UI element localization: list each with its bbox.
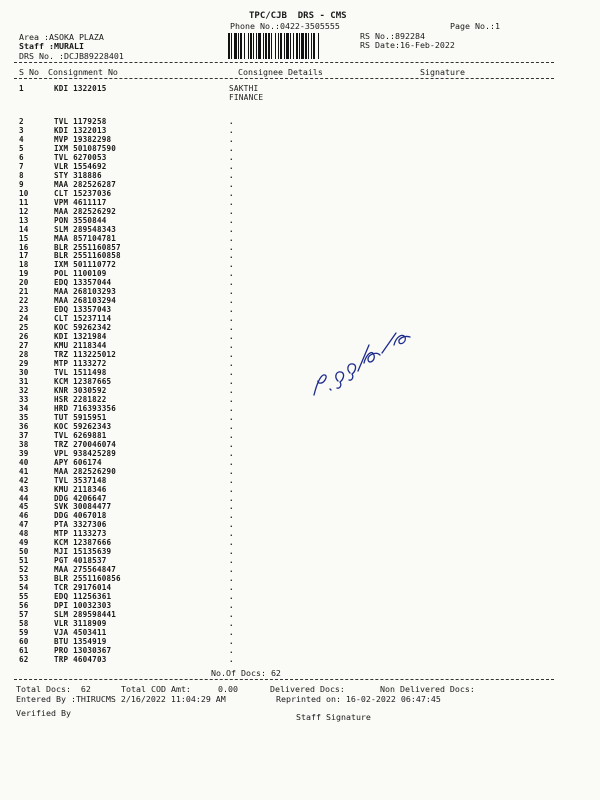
- row-consignment-number: CLT 15237036: [54, 188, 112, 198]
- row-consignment-number: MAA 857104781: [54, 233, 117, 243]
- row-consignee-details: .: [229, 197, 234, 207]
- row-serial-number: 18: [19, 260, 29, 270]
- total-docs: Total Docs: 62: [16, 684, 91, 694]
- reprinted-on: Reprinted on: 16-02-2022 06:47:45: [276, 694, 441, 704]
- row-consignment-number: TRZ 270046074: [54, 439, 117, 449]
- row-consignee-details: .: [229, 287, 234, 297]
- row-serial-number: 6: [19, 152, 24, 162]
- row-consignment-number: POL 1100109: [54, 269, 107, 279]
- row-consignment-number: PGT 4018537: [54, 556, 107, 566]
- row-consignment-number: VPM 4611117: [54, 197, 107, 207]
- row-serial-number: 52: [19, 565, 29, 575]
- row-consignment-number: EDQ 13357044: [54, 278, 112, 288]
- row-consignment-number: PON 3550844: [54, 215, 107, 225]
- row-consignee-details: .: [229, 403, 234, 413]
- row-consignment-number: KDI 1322013: [54, 125, 107, 135]
- row-consignee-details: .: [229, 314, 234, 324]
- column-header-sno: S No: [19, 67, 39, 77]
- row-consignment-number: KCM 12387666: [54, 538, 112, 548]
- divider-bottom: [14, 679, 554, 680]
- row-consignment-number: MAA 282526287: [54, 179, 117, 189]
- row-consignee-details: .: [229, 161, 234, 171]
- row-serial-number: 56: [19, 601, 29, 611]
- row-serial-number: 58: [19, 619, 29, 629]
- row-serial-number: 17: [19, 251, 29, 261]
- row-serial-number: 13: [19, 215, 29, 225]
- row-consignment-number: DDG 4206647: [54, 493, 107, 503]
- row-consignee-details: .: [229, 502, 234, 512]
- row-consignment-number: TVL 1179258: [54, 117, 107, 126]
- staff-signature: Staff Signature: [296, 712, 371, 722]
- row-consignee-details: .: [229, 188, 234, 198]
- row-consignee-details: .: [229, 645, 234, 655]
- row-consignee-details: .: [229, 350, 234, 360]
- row-serial-number: 20: [19, 278, 29, 288]
- row-serial-number: 26: [19, 332, 29, 342]
- row-consignment-number: KMU 2118346: [54, 484, 107, 494]
- row-serial-number: 47: [19, 520, 29, 530]
- row-consignee-details: .: [229, 592, 234, 602]
- row-serial-number: 57: [19, 610, 29, 620]
- row-serial-number: 39: [19, 448, 29, 458]
- row-consignee-details: .: [229, 125, 234, 135]
- row-serial-number: 54: [19, 583, 29, 593]
- row-consignment-number: TRZ 113225012: [54, 350, 117, 360]
- row-serial-number: 44: [19, 493, 29, 503]
- row-consignment-number: TVL 1511498: [54, 368, 107, 378]
- row-consignment-number: VLR 1554692: [54, 161, 107, 171]
- row-consignment-number: MTP 1133273: [54, 529, 107, 539]
- row-serial-number: 4: [19, 134, 24, 144]
- row-serial-number: 5: [19, 143, 24, 153]
- row-serial-number: 23: [19, 305, 29, 315]
- row-consignee-details: .: [229, 296, 234, 306]
- row-consignee-details: .: [229, 332, 234, 342]
- row-serial-number: 27: [19, 341, 29, 351]
- row-consignee-details: .: [229, 619, 234, 629]
- row-consignment-number: DPI 10032303: [54, 601, 112, 611]
- row-serial-number: 31: [19, 376, 29, 386]
- column-header-consignment: Consignment No: [48, 67, 118, 77]
- row-consignment-number: MJI 15135639: [54, 547, 112, 557]
- row-consignee-details: .: [229, 394, 234, 404]
- row-consignment-number: EDQ 11256361: [54, 592, 112, 602]
- delivered-docs: Delivered Docs:: [270, 684, 345, 694]
- row-consignment-number: PRO 13030367: [54, 645, 112, 655]
- row-serial-number: 16: [19, 242, 29, 252]
- row-serial-number: 22: [19, 296, 29, 306]
- row-consignment-number: STY 318886: [54, 170, 102, 180]
- row-consignee-details: .: [229, 341, 234, 351]
- no-of-docs: No.Of Docs: 62: [211, 668, 281, 678]
- entered-by: Entered By :THIRUCMS 2/16/2022 11:04:29 AM: [16, 694, 226, 704]
- row-consignee-details: .: [229, 260, 234, 270]
- row-consignee-details: .: [229, 457, 234, 467]
- row-serial-number: 51: [19, 556, 29, 566]
- row-consignee-details: .: [229, 556, 234, 566]
- row-consignee-details: .: [229, 269, 234, 279]
- row-consignment-number: HRD 716393356: [54, 403, 117, 413]
- row-consignment-number: SVK 30084477: [54, 502, 112, 512]
- row-consignment-number: EDQ 13357043: [54, 305, 112, 315]
- row-consignment-number: MVP 19382298: [54, 134, 112, 144]
- row-consignment-number: TVL 6269881: [54, 430, 107, 440]
- row-consignee-details: .: [229, 170, 234, 180]
- row-consignee-details: .: [229, 439, 234, 449]
- row-consignment-number: KCM 12387665: [54, 376, 112, 386]
- row-consignee-details: .: [229, 421, 234, 431]
- page-number: Page No.:1: [450, 21, 500, 31]
- column-header-signature: Signature: [420, 67, 465, 77]
- row-consignee-details: .: [229, 242, 234, 252]
- row-serial-number: 28: [19, 350, 29, 360]
- row-serial-number: 7: [19, 161, 24, 171]
- row-serial-number: 53: [19, 574, 29, 584]
- row-consignment-number: CLT 15237114: [54, 314, 112, 324]
- row-consignee-details: .: [229, 574, 234, 584]
- row-serial-number: 1: [19, 84, 24, 93]
- row-serial-number: 14: [19, 224, 29, 234]
- row-consignment-number: KNR 3030592: [54, 385, 107, 395]
- row-consignment-number: KOC 59262342: [54, 323, 112, 333]
- row-consignee-details: .: [229, 224, 234, 234]
- row-consignee-details: .: [229, 547, 234, 557]
- row-consignee-details: .: [229, 475, 234, 485]
- row-serial-number: 59: [19, 628, 29, 637]
- row-consignment-number: DDG 4067018: [54, 511, 107, 521]
- row-consignee-details: .: [229, 251, 234, 261]
- row-consignee-details: .: [229, 215, 234, 225]
- row-consignee-details: .: [229, 628, 234, 637]
- row-consignment-number: VPL 938425289: [54, 448, 117, 458]
- row-consignee-details: .: [229, 368, 234, 378]
- row-consignee-details: .: [229, 134, 234, 144]
- row-consignee-details: .: [229, 179, 234, 189]
- rs-number: RS No.:892284: [360, 31, 425, 41]
- row-consignee-details: .: [229, 430, 234, 440]
- row-consignment-number: BLR 2551160856: [54, 574, 121, 584]
- row-serial-number: 55: [19, 592, 29, 602]
- row-serial-number: 8: [19, 170, 24, 180]
- row-serial-number: 24: [19, 314, 29, 324]
- row-consignment-number: BLR 2551160857: [54, 242, 121, 252]
- row-consignment-number: KOC 59262343: [54, 421, 112, 431]
- row-consignee-details: .: [229, 538, 234, 548]
- row-consignee-details: .: [229, 206, 234, 216]
- row-serial-number: 48: [19, 529, 29, 539]
- row-consignee-details: .: [229, 117, 234, 126]
- row-serial-number: 3: [19, 125, 24, 135]
- row-consignment-number: TVL 3537148: [54, 475, 107, 485]
- row-serial-number: 10: [19, 188, 29, 198]
- row-serial-number: 25: [19, 323, 29, 333]
- area-label: Area :ASOKA PLAZA: [19, 32, 104, 42]
- row-consignment-number: HSR 2281822: [54, 394, 107, 404]
- row-consignment-number: VLR 3118909: [54, 619, 107, 629]
- row-consignment-number: MAA 268103293: [54, 287, 117, 297]
- row-consignee-details: .: [229, 601, 234, 611]
- row-consignment-number: KDI 1321984: [54, 332, 107, 342]
- row-serial-number: 60: [19, 636, 29, 646]
- row-consignment-number: TUT 5915951: [54, 412, 107, 422]
- row-consignment-number: TVL 6270053: [54, 152, 107, 162]
- row-serial-number: 33: [19, 394, 29, 404]
- drs-number: DRS No. :DCJB89228401: [19, 51, 124, 61]
- row-consignment-number: VJA 4503411: [54, 628, 107, 637]
- row-serial-number: 15: [19, 233, 29, 243]
- row-consignee-details: .: [229, 493, 234, 503]
- row-serial-number: 37: [19, 430, 29, 440]
- row-consignment-number: SLM 289598441: [54, 610, 117, 620]
- row-serial-number: 9: [19, 179, 24, 189]
- row-consignment-number: TRP 4604703: [54, 654, 107, 664]
- row-consignee-details: .: [229, 323, 234, 333]
- row-serial-number: 2: [19, 117, 24, 126]
- row-serial-number: 32: [19, 385, 29, 395]
- row-consignee-details: .: [229, 412, 234, 422]
- row-consignee-details: .: [229, 466, 234, 476]
- row-consignment-number: MAA 282526292: [54, 206, 117, 216]
- column-header-consignee: Consignee Details: [238, 67, 323, 77]
- row-consignee-details: .: [229, 233, 234, 243]
- row-serial-number: 35: [19, 412, 29, 422]
- staff-label: Staff :MURALI: [19, 41, 84, 51]
- row-consignee-details: .: [229, 654, 234, 664]
- row-consignee-details: .: [229, 610, 234, 620]
- row-serial-number: 19: [19, 269, 29, 279]
- row-consignee-details: .: [229, 448, 234, 458]
- row-consignment-number: MTP 1133272: [54, 359, 107, 369]
- row-serial-number: 40: [19, 457, 29, 467]
- row-serial-number: 45: [19, 502, 29, 512]
- row-serial-number: 62: [19, 654, 29, 664]
- row-serial-number: 34: [19, 403, 29, 413]
- row-serial-number: 29: [19, 359, 29, 369]
- row-consignee-details: .: [229, 152, 234, 162]
- row-consignment-number: APY 606174: [54, 457, 102, 467]
- row-consignee-details: .: [229, 385, 234, 395]
- row-serial-number: 36: [19, 421, 29, 431]
- row-consignee-details: .: [229, 520, 234, 530]
- document-title: TPC/CJB DRS - CMS: [249, 11, 347, 21]
- row-serial-number: 30: [19, 368, 29, 378]
- row-consignee-details: .: [229, 376, 234, 386]
- row-consignment-number: MAA 275564847: [54, 565, 117, 575]
- row-serial-number: 50: [19, 547, 29, 557]
- row-serial-number: 43: [19, 484, 29, 494]
- row-consignee-details: .: [229, 565, 234, 575]
- row-consignee-details: .: [229, 305, 234, 315]
- row-consignment-number: MAA 282526290: [54, 466, 117, 476]
- total-cod-value: 0.00: [218, 684, 238, 694]
- row-consignment-number: BLR 2551160858: [54, 251, 121, 261]
- total-cod-label: Total COD Amt:: [121, 684, 191, 694]
- row-serial-number: 11: [19, 197, 29, 207]
- row-serial-number: 21: [19, 287, 29, 297]
- row-consignee-details: .: [229, 278, 234, 288]
- rs-date: RS Date:16-Feb-2022: [360, 40, 455, 50]
- verified-by: Verified By: [16, 708, 71, 718]
- row-consignment-number: TCR 29176014: [54, 583, 112, 593]
- row-consignment-number: KMU 2118344: [54, 341, 107, 351]
- row-consignee-details: .: [229, 143, 234, 153]
- row-consignee-details: .: [229, 484, 234, 494]
- handwritten-signature: [306, 315, 416, 405]
- row-serial-number: 46: [19, 511, 29, 521]
- row-serial-number: 12: [19, 206, 29, 216]
- row-serial-number: 38: [19, 439, 29, 449]
- row-consignment-number: MAA 268103294: [54, 296, 117, 306]
- row-consignment-number: BTU 1354919: [54, 636, 107, 646]
- row-consignment-number: IXM 501110772: [54, 260, 117, 270]
- row-serial-number: 61: [19, 645, 29, 655]
- row-consignee-details: .: [229, 511, 234, 521]
- row-consignment-number: SLM 289548343: [54, 224, 117, 234]
- row-consignee-details: .: [229, 359, 234, 369]
- row-serial-number: 41: [19, 466, 29, 476]
- row-consignee-details: .: [229, 583, 234, 593]
- non-delivered-docs: Non Delivered Docs:: [380, 684, 475, 694]
- row-consignment-number: IXM 501087590: [54, 143, 117, 153]
- row-serial-number: 49: [19, 538, 29, 548]
- row-consignment-number: PTA 3327306: [54, 520, 107, 530]
- row-consignment-number: KDI 1322015: [54, 84, 107, 93]
- phone-number: Phone No.:0422-3505555: [230, 21, 340, 31]
- row-consignee-details: .: [229, 529, 234, 539]
- row-consignee-details: .: [229, 636, 234, 646]
- row-serial-number: 42: [19, 475, 29, 485]
- row-consignee-details: SAKTHI FINANCE: [229, 84, 264, 102]
